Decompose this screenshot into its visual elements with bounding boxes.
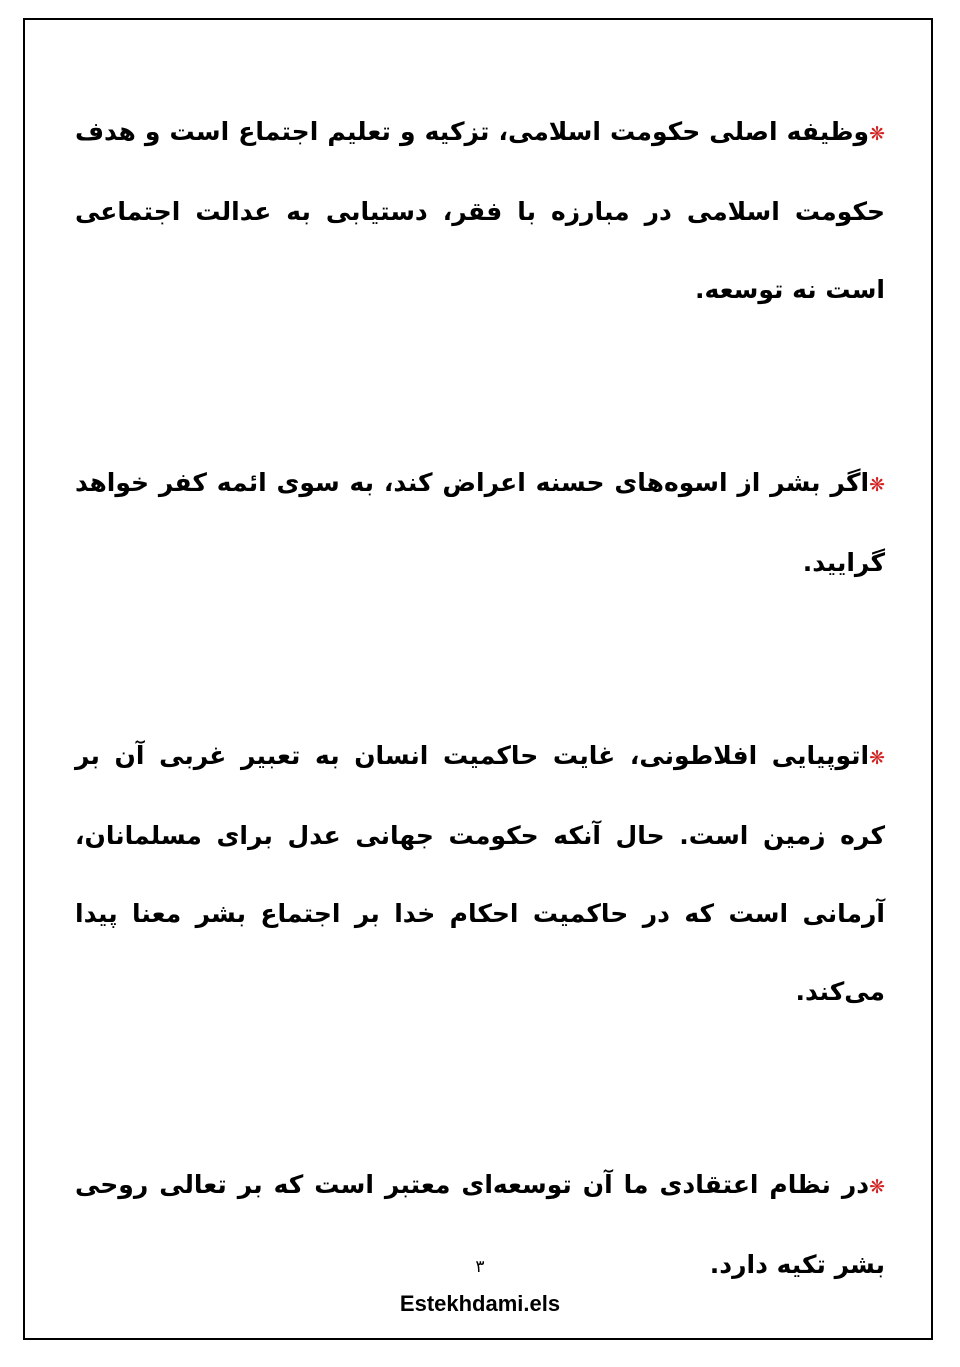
footer-site-name: Estekhdami.els xyxy=(399,1291,561,1316)
document-body xyxy=(75,93,885,1304)
paragraph-2-text: اگر بشر از اسوه‌های حسنه اعراض کند، به سوی ائمه کفر خواهد گرایید. xyxy=(75,468,885,577)
paragraph-1-text: وظیفه اصلی حکومت اسلامی، تزکیه و تعلیم اجتماع است و هدف حکومت اسلامی در مبارزه با فقر، دستیابی به عدالت اجتماعی است نه توسعه. xyxy=(75,117,885,304)
bullet-icon: ❋ xyxy=(869,1176,885,1198)
paragraph-2 xyxy=(75,444,885,602)
paragraph-4 xyxy=(75,1146,885,1304)
paragraph-3-text: اتوپیایی افلاطونی، غایت حاکمیت انسان به تعبیر غربی آن بر کره زمین است. حال آنکه حکومت جهانی عدل برای مسلمانان، آرمانی است که در حاکمیت احکام خدا بر اجتماع بشر معنا پیدا می‌کند. xyxy=(75,741,885,1006)
paragraph-1 xyxy=(75,93,885,329)
bullet-icon: ❋ xyxy=(869,123,885,145)
page-number: ۳ xyxy=(475,1257,485,1277)
paragraph-4-text: در نظام اعتقادی ما آن توسعه‌ای معتبر است که بر تعالی روحی بشر تکیه دارد. xyxy=(75,1170,885,1279)
bullet-icon: ❋ xyxy=(869,474,885,496)
paragraph-3 xyxy=(75,717,885,1031)
bullet-icon: ❋ xyxy=(869,747,885,769)
